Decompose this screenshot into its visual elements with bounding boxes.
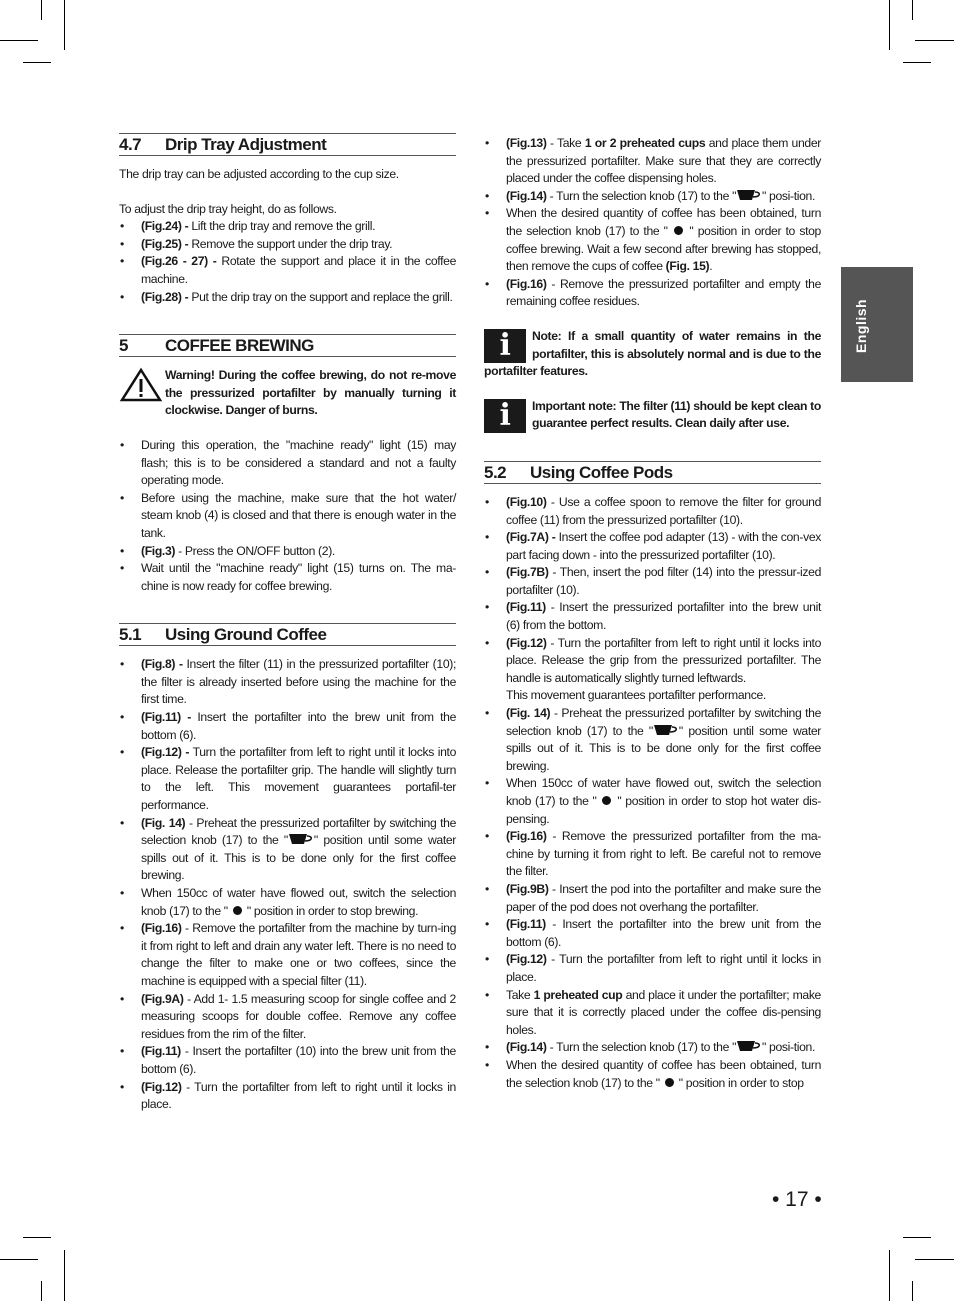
crop-mark	[912, 1281, 913, 1301]
crop-mark	[41, 0, 42, 20]
knob-dot-icon	[233, 906, 242, 915]
crop-mark	[23, 62, 51, 63]
info-note	[484, 328, 821, 381]
list-item: • (Fig.12) - Turn the portafilter from left to right until it locks into place. Release the portafilter grip. The handle will slightly turn to the left. This movement guarantees portafil-ter performance.	[119, 744, 456, 814]
list-item: • (Fig.9A) - Add 1- 1.5 measuring scoop for single coffee and 2 measuring scoops for double coffee. Remove any coffee residues from the rim of the filter.	[119, 991, 456, 1044]
list-item: • (Fig.3) - Press the ON/OFF button (2).	[119, 543, 456, 561]
language-tab-label: English	[853, 298, 869, 353]
list-item: • (Fig.8) - Insert the filter (11) in the pressurized portafilter (10); the filter is already inserted before using the machine for the first time.	[119, 656, 456, 709]
list-item: • (Fig.26 - 27) - Rotate the support and place it in the coffee machine.	[119, 253, 456, 288]
list-item: • (Fig.12) - Turn the portafilter from left to right until it locks into place. Release the grip from the pressurized portafilter. The handle is automatically slightly turned leftwards. This movement guarantees portafilter performance.	[484, 635, 821, 705]
list-item: • (Fig.13) - Take 1 or 2 preheated cups and place them under the pressurized portafilter. Make sure that they are correctly placed under the coffee dispensing holes.	[484, 135, 821, 188]
section-heading-5-1: 5.1 Using Ground Coffee	[119, 623, 456, 646]
list-item: • (Fig.11) - Insert the portafilter into the brew unit from the bottom (6).	[119, 709, 456, 744]
list-item: • (Fig.11) - Insert the portafilter into the brew unit from the bottom (6).	[484, 916, 821, 951]
list-item: • (Fig. 14) - Preheat the pressurized portafilter by switching the selection knob (17) to the " " position until some water spills out of it. This is to be done only for the first coffee brewing.	[484, 705, 821, 775]
list-item: • When the desired quantity of coffee has been obtained, turn the selection knob (17) to the " " position in order to stop coffee brewing. Wait a few second after brewing has stopped, then remove the cups of coffee (Fig. 15).	[484, 205, 821, 275]
list-item: • (Fig.9B) - Insert the pod into the portafilter and make sure the paper of the pod does not overhang the portafilter.	[484, 881, 821, 916]
language-tab	[841, 267, 913, 382]
list-item: • (Fig.7A) - Insert the coffee pod adapter (13) - with the con-vex part facing down - into the pressurized portafilter (10).	[484, 529, 821, 564]
crop-mark	[889, 1250, 890, 1301]
bullet-list	[119, 656, 456, 1113]
list-item: • Before using the machine, make sure that the hot water/ steam knob (4) is closed and that there is enough water in the tank.	[119, 490, 456, 543]
list-item: • (Fig.16) - Remove the portafilter from the machine by turn-ing it from right to left and drain any water left. There is no need to change the filter to make one or two coffees, since the machine is equipped with a special filter (11).	[119, 920, 456, 990]
crop-mark	[41, 1281, 42, 1301]
crop-mark	[23, 1237, 51, 1238]
list-item: • (Fig.12) - Turn the portafilter from left to right until it locks in place.	[119, 1079, 456, 1114]
list-item: • (Fig.14) - Turn the selection knob (17) to the " " posi-tion.	[484, 188, 821, 206]
crop-mark	[903, 62, 931, 63]
crop-mark	[889, 0, 890, 50]
coffee-cup-icon	[653, 724, 679, 737]
bullet-list	[484, 135, 821, 311]
section-heading-5: 5 COFFEE BREWING	[119, 334, 456, 357]
knob-dot-icon	[665, 1078, 674, 1087]
info-icon: i	[484, 329, 526, 363]
page-number: • 17 •	[772, 1188, 822, 1211]
bullet-list	[119, 437, 456, 595]
knob-dot-icon	[602, 796, 611, 805]
coffee-cup-icon	[736, 189, 762, 202]
list-item: • When 150cc of water have flowed out, switch the selection knob (17) to the " " position in order to stop hot water dis-pensing.	[484, 775, 821, 828]
warning-text: Warning! During the coffee brewing, do not re-move the pressurized portafilter by manually turning it clockwise. Danger of burns.	[165, 368, 456, 418]
list-item: • (Fig.25) - Remove the support under the drip tray.	[119, 236, 456, 254]
list-item: • Take 1 preheated cup and place it under the portafilter; make sure that it is correctly placed under the coffee dis-pensing holes.	[484, 987, 821, 1040]
list-item: • During this operation, the "machine ready" light (15) may flash; this is to be considered a standard and not a faulty operating mode.	[119, 437, 456, 490]
warning-triangle-icon	[119, 367, 163, 403]
knob-dot-icon	[674, 226, 683, 235]
list-item: • (Fig.11) - Insert the pressurized portafilter into the brew unit (6) from the bottom.	[484, 599, 821, 634]
crop-mark	[915, 1259, 954, 1260]
list-item: • (Fig.24) - Lift the drip tray and remove the grill.	[119, 218, 456, 236]
crop-mark	[912, 0, 913, 20]
info-icon: i	[484, 399, 526, 433]
section-heading-4-7: 4.7 Drip Tray Adjustment	[119, 133, 456, 156]
list-item: • When 150cc of water have flowed out, switch the selection knob (17) to the " " position in order to stop brewing.	[119, 885, 456, 920]
list-item: • (Fig.11) - Insert the portafilter (10) into the brew unit from the bottom (6).	[119, 1043, 456, 1078]
crop-mark	[64, 1250, 65, 1301]
bullet-list	[484, 494, 821, 1092]
paragraph: The drip tray can be adjusted according to the cup size.	[119, 167, 399, 181]
right-column	[484, 135, 821, 1092]
warning-box	[119, 367, 456, 420]
list-item: • Wait until the "machine ready" light (15) turns on. The ma-chine is now ready for coffee brewing.	[119, 560, 456, 595]
note-text: Note: If a small quantity of water remains in the portafilter, this is absolutely normal and is due to the portafilter features.	[484, 328, 821, 379]
crop-mark	[915, 40, 954, 41]
paragraph: To adjust the drip tray height, do as follows.	[119, 201, 337, 216]
crop-mark	[0, 40, 38, 41]
left-column	[119, 133, 456, 1114]
coffee-cup-icon	[288, 833, 314, 846]
bullet-list	[119, 218, 456, 306]
list-item: • (Fig.14) - Turn the selection knob (17) to the " " posi-tion.	[484, 1039, 821, 1057]
list-item: • (Fig.10) - Use a coffee spoon to remove the filter for ground coffee (11) from the pressurized portafilter (10).	[484, 494, 821, 529]
crop-mark	[903, 1237, 931, 1238]
note-text: Important note: The filter (11) should be kept clean to guarantee perfect results. Clean daily after use.	[532, 398, 821, 431]
list-item: • (Fig.16) - Remove the pressurized portafilter and empty the remaining coffee residues.	[484, 276, 821, 311]
crop-mark	[0, 1259, 38, 1260]
info-note	[484, 398, 821, 433]
list-item: • When the desired quantity of coffee has been obtained, turn the selection knob (17) to the " " position in order to stop	[484, 1057, 821, 1092]
section-heading-5-2: 5.2 Using Coffee Pods	[484, 461, 821, 484]
list-item: • (Fig.28) - Put the drip tray on the support and replace the grill.	[119, 289, 456, 307]
list-item: • (Fig.16) - Remove the pressurized portafilter from the ma-chine by turning it from right to left. Be careful not to remove the filter.	[484, 828, 821, 881]
list-item: • (Fig. 14) - Preheat the pressurized portafilter by switching the selection knob (17) to the " " position until some water spills out of it. This is to be done only for the first coffee brewing.	[119, 815, 456, 885]
crop-mark	[64, 0, 65, 50]
coffee-cup-icon	[736, 1040, 762, 1053]
list-item: • (Fig.7B) - Then, insert the pod filter (14) into the pressur-ized portafilter (10).	[484, 564, 821, 599]
list-item: • (Fig.12) - Turn the portafilter from left to right until it locks in place.	[484, 951, 821, 986]
